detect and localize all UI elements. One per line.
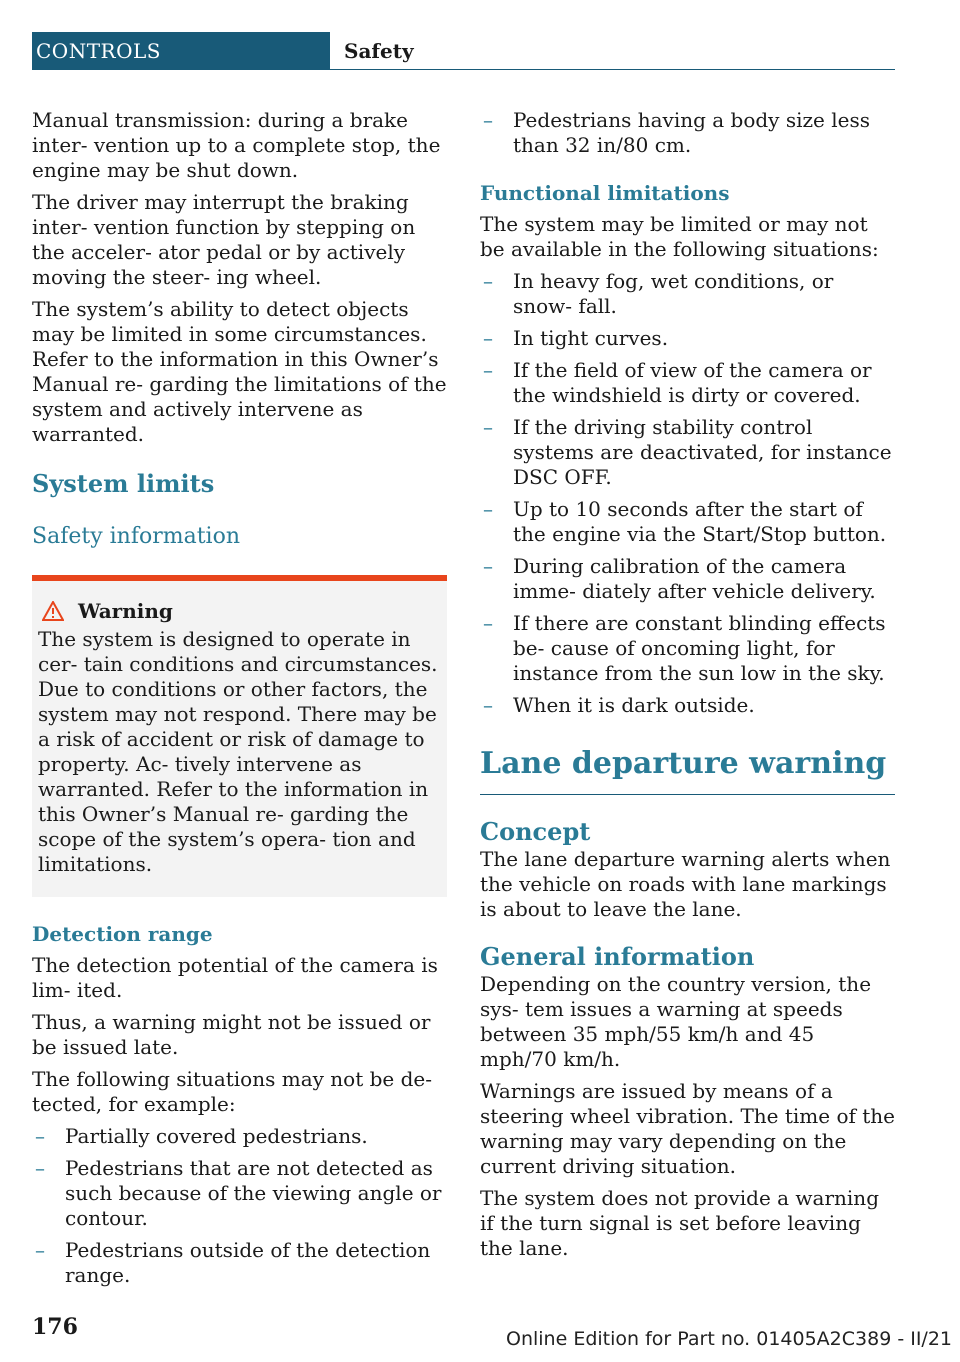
detection-list bbox=[32, 1124, 447, 1288]
warning-triangle-icon bbox=[42, 601, 64, 621]
warning-title bbox=[38, 599, 441, 623]
list-item: – If the driving stability control systems are deactivated, for instance DSC OFF. bbox=[483, 415, 892, 489]
list-item: – During calibration of the camera imme‐ diately after vehicle delivery. bbox=[483, 554, 876, 603]
general-paragraph: The system does not provide a warning if the turn signal is set before leaving the lane. bbox=[480, 1186, 879, 1260]
intro-paragraph: The system’s ability to detect objects may be limited in some circumstances. Refer to the information in this Owner’s Manual re‐ garding the limitations of the system and actively intervene as warranted. bbox=[32, 297, 447, 446]
detection-paragraph: The detection potential of the camera is lim‐ ited. bbox=[32, 953, 438, 1002]
warning-box bbox=[32, 575, 447, 897]
left-column bbox=[32, 108, 447, 1295]
list-item: – Partially covered pedestrians. bbox=[35, 1124, 368, 1148]
intro-paragraph: Manual transmission: during a brake inter‐ vention up to a complete stop, the engine may be shut down. bbox=[32, 108, 441, 182]
right-column bbox=[480, 108, 895, 1268]
warning-text: The system is designed to operate in cer‐ tain conditions and circumstances. Due to conditions or other factors, the system may not respond. There may be a risk of accident or risk of damage to property. Ac‐ tively intervene as warranted. Refer to the information in this Owner’s Manual re‐ garding the scope of the system’s opera‐ tion and limitations. bbox=[38, 627, 438, 876]
safety-information-heading: Safety information bbox=[32, 524, 240, 549]
list-item: – If the field of view of the camera or the windshield is dirty or covered. bbox=[483, 358, 872, 407]
list-item: – If there are constant blinding effects be‐ cause of oncoming light, for instance from the sun low in the sky. bbox=[483, 611, 886, 685]
list-item: – In tight curves. bbox=[483, 326, 669, 350]
chapter-title: Safety bbox=[344, 39, 414, 63]
general-paragraph: Warnings are issued by means of a steering wheel vibration. The time of the warning may vary depending on the current driving situation. bbox=[480, 1079, 896, 1178]
lane-departure-heading: Lane departure warning bbox=[480, 746, 887, 781]
functional-list bbox=[480, 269, 895, 718]
detection-paragraph: The following situations may not be de‐ tected, for example: bbox=[32, 1067, 432, 1116]
list-item: – When it is dark outside. bbox=[483, 693, 755, 717]
list-item: – Up to 10 seconds after the start of the engine via the Start/Stop button. bbox=[483, 497, 887, 546]
list-item: – Pedestrians outside of the detection range. bbox=[35, 1238, 431, 1287]
detection-range-heading: Detection range bbox=[32, 922, 213, 946]
section-rule bbox=[480, 794, 895, 795]
general-paragraph: Depending on the country version, the sys‐ tem issues a warning at speeds between 35 mph/55 km/h and 45 mph/70 km/h. bbox=[480, 972, 872, 1071]
functional-limitations-heading: Functional limitations bbox=[480, 181, 730, 205]
section-label: CONTROLS bbox=[32, 32, 330, 70]
header-rule bbox=[330, 69, 895, 70]
detection-paragraph: Thus, a warning might not be issued or be issued late. bbox=[32, 1010, 431, 1059]
edition-footer: Online Edition for Part no. 01405A2C389 - II/21 bbox=[506, 1328, 953, 1350]
general-information-heading: General information bbox=[480, 942, 755, 971]
page-number: 176 bbox=[32, 1314, 78, 1340]
concept-text: The lane departure warning alerts when the vehicle on roads with lane markings is about to leave the lane. bbox=[480, 847, 891, 921]
detection-list-continued bbox=[480, 108, 895, 158]
page-header bbox=[32, 32, 895, 70]
functional-intro: The system may be limited or may not be available in the following situations: bbox=[480, 212, 879, 261]
concept-heading: Concept bbox=[480, 817, 591, 846]
system-limits-heading: System limits bbox=[32, 469, 215, 498]
warning-label: Warning bbox=[78, 599, 173, 623]
list-item: – Pedestrians having a body size less than 32 in/80 cm. bbox=[483, 108, 870, 157]
list-item: – Pedestrians that are not detected as such because of the viewing angle or contour. bbox=[35, 1156, 442, 1230]
list-item: – In heavy fog, wet conditions, or snow‐ fall. bbox=[483, 269, 834, 318]
intro-paragraph: The driver may interrupt the braking inter‐ vention function by stepping on the acceler‐ ator pedal or by actively moving the steer‐ ing wheel. bbox=[32, 190, 416, 289]
